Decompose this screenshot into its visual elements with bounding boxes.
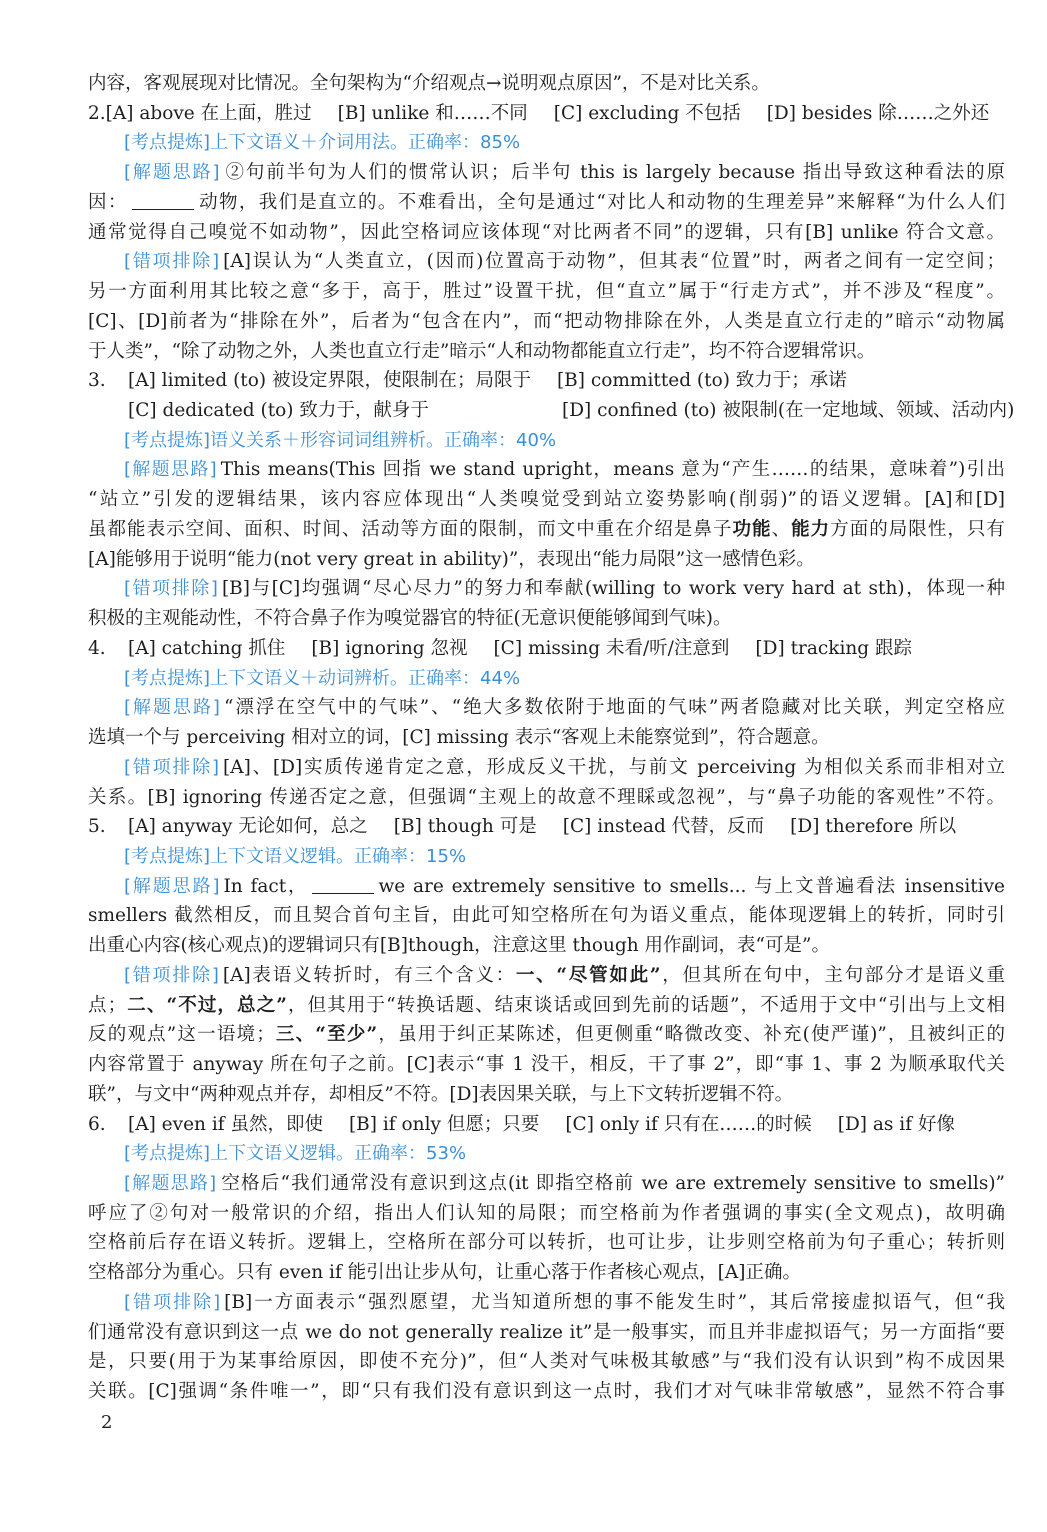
- text-segment: [A]表语义转折时，有三个含义：: [222, 964, 516, 986]
- text-line: [88, 337, 1005, 367]
- section-label: [解题思路]: [124, 459, 217, 481]
- text-segment: 上下文语义逻辑。正确率：15%: [210, 845, 467, 867]
- section-label: [考点提炼]: [124, 845, 211, 867]
- text-line: [88, 1228, 1005, 1258]
- text-segment: [A]能够用于说明“能力(not very great in ability)”，表现出“能力局限”这一感情色彩。: [88, 548, 815, 570]
- text-segment: 反的观点”这一语境；: [88, 1024, 275, 1046]
- text-segment: 积极的主观能动性，不符合鼻子作为嗅觉器官的特征(无意识便能够闻到气味)。: [88, 608, 732, 630]
- text-line: [88, 1318, 1005, 1348]
- option: [C] instead 代替，反而: [562, 816, 765, 838]
- option: [A] above 在上面，胜过: [105, 102, 312, 124]
- section-label: [错项排除]: [124, 578, 218, 600]
- text-segment: smellers 截然相反，而且契合首句主旨，由此可知空格所在句为语义重点，能体现逻辑上的转折，同时引: [88, 905, 1005, 927]
- text-line: [88, 931, 1005, 961]
- text-segment: 空格后“我们通常没有意识到这点(it 即指空格前 we are extremely sensitive to smells)”: [220, 1173, 1005, 1194]
- text-line: [88, 485, 1005, 515]
- section-label: [考点提炼]: [124, 132, 211, 154]
- section-label: [考点提炼]: [124, 667, 211, 689]
- text-segment: 呼应了②句对一般常识的介绍，指出人们认知的局限；而空格前为作者强调的事实(全文观点)，故明确: [88, 1202, 1005, 1224]
- text-line: [88, 1199, 1005, 1229]
- text-segment: 选填一个与 perceiving 相对立的词，[C] missing 表示“客观上未能察觉到”，符合题意。: [88, 727, 830, 749]
- question-options: [88, 1110, 1005, 1140]
- text-line: [88, 604, 1005, 634]
- key-point-line: [88, 128, 1005, 158]
- key-point-line: [88, 1139, 1005, 1169]
- text-segment: 关联。[C]强调“条件唯一”，即“只有我们没有意识到这一点时，我们才对气味非常敏感”，显然不符合事: [88, 1381, 1005, 1403]
- question-number: 3.: [88, 370, 106, 392]
- text-line: [88, 961, 1005, 991]
- option: [C] only if 只有在……的时候: [565, 1113, 812, 1135]
- question-options: [88, 99, 1005, 129]
- text-segment: 方面的局限性，只有: [830, 518, 1005, 540]
- text-line: [88, 1169, 1005, 1199]
- section-label: [错项排除]: [124, 1291, 221, 1313]
- question-options: [88, 396, 1015, 426]
- text-segment: 空格部分为重心。只有 even if 能引出让步从句，让重心落于作者核心观点，[A]正确。: [88, 1262, 801, 1284]
- text-segment: [B]与[C]均强调“尽心尽力”的努力和奉献(willing to work very hard at sth)，体现一种: [221, 578, 1006, 600]
- text-segment: 通常觉得自己嗅觉不如动物”，因此空格词应该体现“对比两者不同”的逻辑，只有[B] unlike 符合文意。: [88, 221, 1005, 243]
- option: [B] though 可是: [393, 816, 537, 838]
- text-segment: 联”，与文中“两种观点并存，却相反”不符。[D]表因果关联，与上下文转折逻辑不符。: [88, 1083, 794, 1105]
- text-line: [88, 218, 1005, 248]
- text-segment: 动物，我们是直立的。不难看出，全句是通过“对比人和动物的生理差异”来解释“为什么人们: [197, 191, 1005, 213]
- text-segment: 上下文语义逻辑。正确率：53%: [210, 1143, 467, 1165]
- option: [A] limited (to) 被设定界限，使限制在；局限于: [128, 370, 531, 392]
- text-segment: ，但其所在句中，主句部分才是语义重: [660, 964, 1006, 986]
- text-segment: 们通常没有意识到这一点 we do not generally realize it”是一般事实，而且并非虚拟语气；另一方面指“要: [88, 1321, 1005, 1343]
- text-segment: 三、“至少”: [274, 1024, 378, 1046]
- option: [C] dedicated (to) 致力于，献身于: [128, 400, 429, 422]
- text-segment: 空格前后存在语义转折。逻辑上，空格所在部分可以转折，也可让步，让步则空格前为句子重心；转折则: [88, 1232, 1005, 1254]
- key-point-line: [88, 664, 1005, 694]
- option: [A] anyway 无论如何，总之: [128, 816, 368, 838]
- question-number: 6.: [88, 1113, 106, 1135]
- question-number: 5.: [88, 816, 106, 838]
- question-options: [88, 366, 1005, 396]
- text-line: [88, 1080, 1005, 1110]
- text-segment: 一、“尽管如此”: [515, 964, 661, 986]
- section-label: [错项排除]: [124, 964, 219, 986]
- text-line: [88, 247, 1005, 277]
- section-label: [考点提炼]: [124, 429, 211, 451]
- text-segment: 出重心内容(核心观点)的逻辑词只有[B]though，注意这里 though 用作副词，表“可是”。: [88, 935, 830, 957]
- text-line: [88, 991, 1005, 1021]
- text-line: [88, 158, 1005, 188]
- text-segment: 虽都能表示空间、面积、时间、活动等方面的限制，而文中重在介绍是鼻子: [88, 518, 733, 540]
- text-line: [88, 901, 1005, 931]
- text-segment: 点；: [88, 994, 127, 1016]
- text-segment: 内容，客观展现对比情况。全句架构为“介绍观点→说明观点原因”，不是对比关系。: [88, 73, 770, 94]
- section-label: [解题思路]: [124, 875, 220, 897]
- text-segment: 于人类”，“除了动物之外，人类也直立行走”暗示“人和动物都能直立行走”，均不符合逻辑常识。: [88, 340, 876, 362]
- text-segment: 内容常置于 anyway 所在句子之前。[C]表示“事 1 没干，相反，干了事 2”，即“事 1、事 2 为顺承取代关: [88, 1054, 1005, 1076]
- text-line: [88, 753, 1005, 783]
- text-segment: 上下文语义＋动词辨析。正确率：44%: [210, 667, 521, 689]
- text-segment: 上下文语义＋介词用法。正确率：85%: [210, 132, 521, 154]
- text-segment: 能力: [791, 518, 831, 540]
- text-segment: [A]、[D]实质传递肯定之意，形成反义干扰，与前文 perceiving 为相似关系而非相对立: [223, 756, 1005, 778]
- text-line: [88, 1258, 1005, 1288]
- text-line: [88, 455, 1005, 485]
- section-label: [解题思路]: [124, 162, 220, 184]
- text-segment: 因：: [88, 191, 128, 213]
- option: [D] besides 除……之外还: [766, 102, 990, 124]
- text-line: [88, 723, 1005, 753]
- question-number: 4.: [88, 637, 106, 659]
- text-line: [88, 545, 1005, 575]
- text-segment: “漂浮在空气中的气味”、“绝大多数依附于地面的气味”两者隐藏对比关联，判定空格应: [223, 697, 1005, 719]
- text-segment: we are extremely sensitive to smells... 与上文普遍看法 insensitive: [378, 875, 1005, 897]
- option: [A] even if 虽然，即使: [128, 1113, 323, 1135]
- text-line: [88, 783, 1005, 813]
- page-number: 2: [101, 1412, 113, 1433]
- text-line: [88, 693, 1005, 723]
- text-segment: 另一方面利用其比较之意“多于，高于，胜过”设置干扰，但“直立”属于“行走方式”，并不涉及“程度”。: [88, 281, 1005, 303]
- text-line: [88, 188, 1005, 218]
- text-segment: 关系。[B] ignoring 传递否定之意，但强调“主观上的故意不理睬或忽视”，与“鼻子功能的客观性”不符。: [88, 786, 1005, 808]
- text-line: [88, 1347, 1005, 1377]
- text-line: [88, 277, 1005, 307]
- section-label: [解题思路]: [124, 697, 220, 719]
- text-segment: 、: [771, 518, 792, 540]
- text-segment: “站立”引发的逻辑结果，该内容应体现出“人类嗅觉受到站立姿势影响(削弱)”的语义逻辑。[A]和[D]: [88, 489, 1005, 511]
- option: [B] committed (to) 致力于；承诺: [556, 370, 847, 392]
- option: [B] unlike 和……不同: [337, 102, 528, 124]
- text-segment: 功能: [732, 518, 772, 540]
- text-segment: [B]一方面表示“强烈愿望，尤当知道所想的事不能发生时”，其后常接虚拟语气，但“我: [224, 1291, 1005, 1313]
- answer-blank: [312, 873, 374, 894]
- option: [A] catching 抓住: [128, 637, 286, 659]
- text-line: [88, 574, 1005, 604]
- option: [B] ignoring 忽视: [311, 637, 468, 659]
- text-segment: This means(This 回指 we stand upright，means 意为“产生……的结果，意味着”)引出: [220, 459, 1006, 481]
- text-line: [88, 1377, 1005, 1407]
- option: [D] therefore 所以: [790, 816, 957, 838]
- section-label: [错项排除]: [124, 251, 220, 273]
- text-segment: [C]、[D]前者为“排除在外”，后者为“包含在内”，而“把动物排除在外，人类是直立行走的”暗示“动物属: [88, 310, 1005, 332]
- text-segment: [A]误认为“人类直立，(因而)位置高于动物”，但其表“位置”时，两者之间有一定空间；: [223, 251, 1005, 273]
- text-segment: 语义关系＋形容词词组辨析。正确率：40%: [210, 429, 557, 451]
- answer-blank: [132, 189, 194, 210]
- question-options: [88, 634, 1005, 664]
- option: [D] as if 好像: [837, 1113, 955, 1135]
- text-segment: ，虽用于纠正某陈述，但更侧重“略微改变、补充(使严谨)”，且被纠正的: [377, 1024, 1005, 1046]
- key-point-line: [88, 842, 1005, 872]
- key-point-line: [88, 426, 1005, 456]
- section-label: [错项排除]: [124, 756, 220, 778]
- text-line: [88, 1020, 1005, 1050]
- option: [D] tracking 跟踪: [755, 637, 913, 659]
- text-line: [88, 515, 1005, 545]
- option: [B] if only 但愿；只要: [348, 1113, 540, 1135]
- text-segment: ，但其用于“转换话题、结束谈话或回到先前的话题”，不适用于文中“引出与上文相: [286, 994, 1005, 1016]
- section-label: [考点提炼]: [124, 1143, 211, 1165]
- text-line: [88, 307, 1005, 337]
- section-label: [解题思路]: [124, 1173, 217, 1194]
- text-segment: ②句前半句为人们的惯常认识；后半句 this is largely because 指出导致这种看法的原: [223, 162, 1005, 184]
- text-line: [88, 69, 1005, 99]
- text-line: [88, 872, 1005, 902]
- text-line: [88, 1288, 1005, 1318]
- text-segment: 是，只要(用于为某事给原因，即使不充分)”，但“人类对气味极其敏感”与“我们没有认识到”构不成因果: [88, 1351, 1005, 1373]
- option: [C] excluding 不包括: [553, 102, 741, 124]
- question-options: [88, 812, 1005, 842]
- text-line: [88, 1050, 1005, 1080]
- question-number: 2.: [88, 102, 106, 124]
- option: [D] confined (to) 被限制(在一定地域、领域、活动内): [562, 400, 1015, 422]
- text-segment: In fact，: [223, 875, 309, 897]
- text-segment: 二、“不过，总之”: [126, 994, 287, 1016]
- option: [C] missing 未看/听/注意到: [493, 637, 730, 659]
